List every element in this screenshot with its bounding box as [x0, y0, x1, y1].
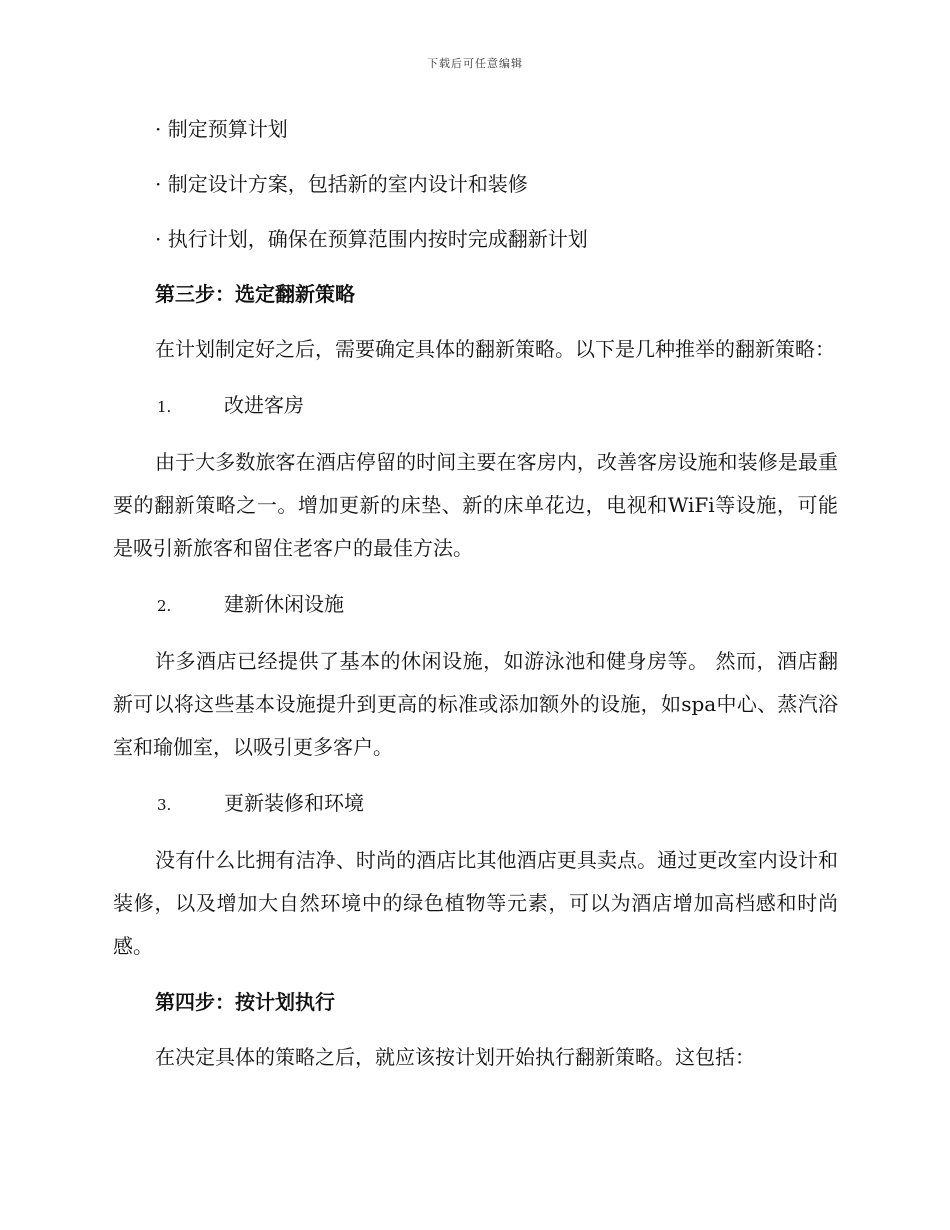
strategy-item [113, 384, 838, 428]
section-heading-step3: 第三步：选定翻新策略 [155, 282, 355, 306]
header-note: 下载后可任意编辑 [427, 57, 523, 70]
strategy-paragraph: 由于大多数旅客在酒店停留的时间主要在客房内，改善客房设施和装修是最重要的翻新策略之一。增加更新的床垫、新的床单花边，电视和WiFi等设施，可能是吸引新旅客和留住老客户的最佳方法。 [113, 450, 838, 560]
bullet-item: · 制定设计方案，包括新的室内设计和装修 [155, 172, 528, 196]
document-body [113, 108, 838, 1092]
strategy-number: 3. [157, 796, 172, 814]
strategy-paragraph: 许多酒店已经提供了基本的休闲设施，如游泳池和健身房等。 然而，酒店翻新可以将这些基本设施提升到更高的标准或添加额外的设施，如spa中心、蒸汽浴室和瑜伽室，以吸引更多客户。 [113, 649, 838, 759]
strategy-item [113, 583, 838, 627]
strategy-title: 改进客房 [224, 393, 304, 417]
strategy-paragraph: 没有什么比拥有洁净、时尚的酒店比其他酒店更具卖点。通过更改室内设计和装修，以及增加大自然环境中的绿色植物等元素，可以为酒店增加高档感和时尚感。 [113, 848, 838, 958]
strategy-title: 建新休闲设施 [224, 592, 344, 616]
step3-intro-paragraph: 在计划制定好之后，需要确定具体的翻新策略。以下是几种推举的翻新策略： [155, 337, 835, 361]
strategy-item [113, 782, 838, 826]
step4-intro-paragraph: 在决定具体的策略之后，就应该按计划开始执行翻新策略。这包括： [155, 1045, 755, 1069]
strategy-number: 1. [157, 398, 172, 416]
strategy-title: 更新装修和环境 [224, 791, 364, 815]
section-heading-step4: 第四步：按计划执行 [155, 990, 335, 1014]
strategy-number: 2. [157, 597, 172, 615]
bullet-item: · 执行计划，确保在预算范围内按时完成翻新计划 [155, 227, 588, 251]
bullet-item: · 制定预算计划 [155, 117, 288, 141]
